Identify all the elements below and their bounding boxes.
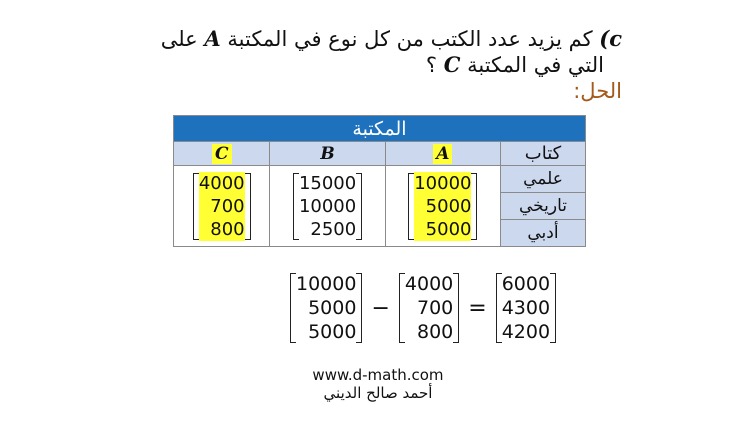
equation-left-value: 5000 <box>308 297 357 319</box>
matrix-c <box>193 172 251 241</box>
library-table <box>173 115 586 247</box>
column-label-b: B <box>320 144 335 164</box>
matrix-b-value: 15000 <box>298 172 357 194</box>
matrix-a-col <box>414 172 471 241</box>
matrix-c-col <box>199 172 245 241</box>
row-label-science: علمي <box>501 166 586 193</box>
question-text-2: التي في المكتبة <box>467 53 604 77</box>
equation-left-value: 5000 <box>308 321 357 343</box>
column-label-a: A <box>433 144 452 164</box>
matrix-a-value: 5000 <box>425 195 472 217</box>
equation-right-matrix <box>399 272 459 344</box>
matrix-cell-a <box>385 166 500 247</box>
library-c-symbol: C <box>443 52 461 77</box>
column-header-a <box>385 142 500 166</box>
question-line-2 <box>426 52 604 77</box>
question-mark: ؟ <box>425 53 438 77</box>
website-url: www.d-math.com <box>312 366 444 384</box>
equation-result-value: 4200 <box>501 321 551 343</box>
matrix-a <box>408 172 477 241</box>
column-header-b <box>270 142 385 166</box>
matrix-c-value: 4000 <box>198 172 245 194</box>
equation-left-value: 10000 <box>296 273 357 295</box>
matrix-cell-b <box>270 166 385 247</box>
minus-sign: − <box>371 295 390 321</box>
row-label-history: تاريخي <box>501 193 586 220</box>
column-header-c <box>174 142 270 166</box>
matrix-b <box>293 172 362 241</box>
matrix-c-value: 700 <box>210 195 245 217</box>
question-text-1b: على <box>160 27 198 51</box>
matrix-a-value: 5000 <box>425 218 472 240</box>
corner-header: كتاب <box>501 142 586 166</box>
equals-sign: = <box>468 295 487 321</box>
equation-result-value: 4300 <box>501 297 551 319</box>
table-title: المكتبة <box>174 116 586 142</box>
matrix-equation <box>290 270 556 346</box>
matrix-b-value: 10000 <box>298 195 357 217</box>
equation-right-value: 4000 <box>404 273 454 295</box>
matrix-a-value: 10000 <box>414 172 472 194</box>
question-label: c) <box>599 26 622 51</box>
equation-right-value: 700 <box>416 297 454 319</box>
question-line-1 <box>161 26 622 51</box>
equation-right-value: 800 <box>416 321 454 343</box>
equation-left-matrix <box>290 272 362 344</box>
author-name: أحمد صالح الديني <box>323 384 433 402</box>
library-a-symbol: A <box>204 26 221 51</box>
question-text-1: كم يزيد عدد الكتب من كل نوع في المكتبة <box>227 27 593 51</box>
matrix-cell-c <box>174 166 270 247</box>
solution-label: الحل: <box>573 79 622 103</box>
equation-result-matrix <box>496 272 556 344</box>
matrix-b-value: 2500 <box>310 218 357 240</box>
matrix-c-value: 800 <box>210 218 245 240</box>
equation-result-value: 6000 <box>501 273 551 295</box>
row-label-literature: أدبي <box>501 220 586 247</box>
column-label-c: C <box>212 144 232 164</box>
